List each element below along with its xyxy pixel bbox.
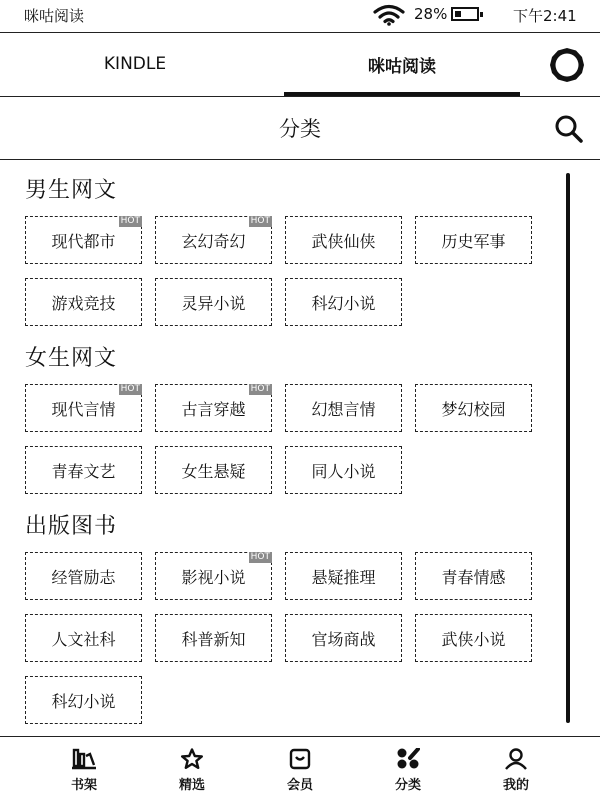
hot-badge: HOT xyxy=(120,216,140,226)
status-bar xyxy=(0,0,600,30)
category-chip[interactable] xyxy=(415,614,532,662)
category-chip[interactable] xyxy=(415,552,532,600)
battery-fill xyxy=(455,11,461,17)
chip-label: 悬疑推理 xyxy=(311,567,376,587)
category-chip[interactable] xyxy=(415,384,532,432)
category-chip[interactable] xyxy=(25,384,142,432)
category-chip[interactable] xyxy=(285,216,402,264)
nav-label: 我的 xyxy=(502,778,529,793)
category-chip[interactable] xyxy=(285,384,402,432)
nav-label: 书架 xyxy=(70,778,97,793)
chip-label: 科幻小说 xyxy=(311,293,376,313)
category-chip[interactable] xyxy=(285,446,402,494)
divider xyxy=(0,736,600,737)
chip-label: 同人小说 xyxy=(311,461,376,481)
divider xyxy=(0,96,600,97)
chip-label: 幻想言情 xyxy=(311,399,376,419)
hot-badge: HOT xyxy=(120,384,140,394)
tab-kindle[interactable]: KINDLE xyxy=(103,54,167,74)
chip-label: 影视小说 xyxy=(181,567,246,587)
category-chip[interactable] xyxy=(25,552,142,600)
tab-migu-reading[interactable]: 咪咕阅读 xyxy=(368,56,436,77)
chip-label: 青春文艺 xyxy=(51,461,116,481)
category-chip[interactable] xyxy=(155,384,272,432)
category-chip[interactable] xyxy=(25,216,142,264)
nav-label: 分类 xyxy=(394,778,421,793)
chip-label: 女生悬疑 xyxy=(181,461,246,481)
battery-percentage: 28% xyxy=(414,5,448,23)
chip-label: 游戏竞技 xyxy=(51,293,116,313)
nav-featured[interactable] xyxy=(132,745,252,795)
profile-icon xyxy=(504,748,528,770)
chip-label: 武侠仙侠 xyxy=(311,231,376,251)
category-chip[interactable] xyxy=(155,216,272,264)
nav-category[interactable] xyxy=(348,745,468,795)
section-title-male: 男生网文 xyxy=(25,178,118,203)
chip-label: 灵异小说 xyxy=(181,293,246,313)
category-chip[interactable] xyxy=(25,676,142,724)
chip-label: 经管励志 xyxy=(51,567,116,587)
category-chip[interactable] xyxy=(285,278,402,326)
member-icon xyxy=(288,748,312,770)
nav-bookshelf[interactable] xyxy=(24,745,144,795)
section-title-books: 出版图书 xyxy=(25,514,118,539)
hot-badge: HOT xyxy=(250,384,270,394)
chip-label: 人文社科 xyxy=(51,629,116,649)
chip-label: 科普新知 xyxy=(181,629,246,649)
category-chip[interactable] xyxy=(155,446,272,494)
category-list xyxy=(0,161,560,731)
divider xyxy=(0,159,600,160)
bookshelf-icon xyxy=(72,748,96,770)
category-chip[interactable] xyxy=(155,614,272,662)
chip-label: 青春情感 xyxy=(441,567,506,587)
category-chip[interactable] xyxy=(285,614,402,662)
nav-label: 会员 xyxy=(286,778,313,793)
category-chip[interactable] xyxy=(155,552,272,600)
category-icon xyxy=(396,748,420,770)
hot-badge: HOT xyxy=(250,216,270,226)
search-icon[interactable] xyxy=(554,114,584,144)
hot-badge: HOT xyxy=(250,552,270,562)
settings-gear-icon[interactable] xyxy=(549,47,585,83)
chip-label: 古言穿越 xyxy=(181,399,246,419)
scrollbar[interactable] xyxy=(566,173,570,723)
nav-label: 精选 xyxy=(178,778,205,793)
chip-label: 官场商战 xyxy=(311,629,376,649)
chip-label: 现代都市 xyxy=(51,231,116,251)
wifi-icon xyxy=(373,4,405,26)
section-title-female: 女生网文 xyxy=(25,346,118,371)
chip-label: 梦幻校园 xyxy=(441,399,506,419)
category-chip[interactable] xyxy=(415,216,532,264)
chip-label: 历史军事 xyxy=(441,231,506,251)
chip-label: 现代言情 xyxy=(51,399,116,419)
category-chip[interactable] xyxy=(25,614,142,662)
nav-member[interactable] xyxy=(240,745,360,795)
chip-label: 武侠小说 xyxy=(441,629,506,649)
battery-icon xyxy=(451,7,479,21)
nav-profile[interactable] xyxy=(456,745,576,795)
page-title: 分类 xyxy=(279,117,321,141)
chip-label: 科幻小说 xyxy=(51,691,116,711)
category-chip[interactable] xyxy=(155,278,272,326)
status-time: 下午2:41 xyxy=(513,7,577,25)
status-app-name: 咪咕阅读 xyxy=(24,7,85,25)
category-chip[interactable] xyxy=(25,278,142,326)
star-icon xyxy=(180,748,204,770)
category-chip[interactable] xyxy=(285,552,402,600)
chip-label: 玄幻奇幻 xyxy=(181,231,246,251)
category-chip[interactable] xyxy=(25,446,142,494)
